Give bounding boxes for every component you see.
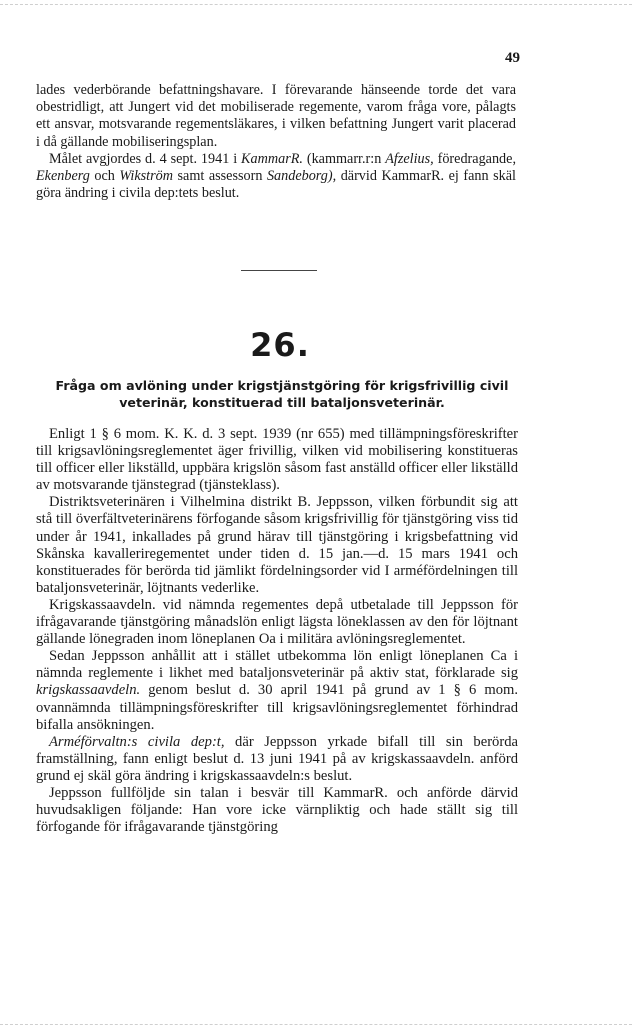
intro-text (36, 82, 516, 202)
case-body (36, 426, 518, 836)
verdict-text: (kammarr.r:n (302, 150, 386, 167)
body-text: där Jeppsson yrkade bifall till sin berörda framställning, fann enligt beslut d. 13 juni 1941 på av krigskassaavdeln. anförd grund ej skäl göra ändring i krigskassaavdeln:s beslut. (36, 733, 518, 784)
authority-name: krigskassaavdeln. (36, 682, 141, 699)
judge-name: Sandeborg), (266, 168, 337, 185)
judge-name: Ekenberg (36, 168, 90, 185)
intro-paragraph-1: lades vederbörande befattningshavare. I förevarande hänseende torde det vara obestridligt, att Jungert vid det mobiliserade regemente, varom fråga vore, pålagts ett ansvar, motsvarande regementsläkares, i vilken befattning Jungert varit placerad i då gällande mobiliseringsplan. (36, 82, 516, 150)
case-number: 26. (250, 326, 310, 364)
page-top-edge (0, 4, 632, 5)
verdict-text: därvid KammarR. ej fann skäl göra ändring i civila dep:tets beslut. (36, 168, 516, 202)
body-paragraph-6: Jeppsson fullföljde sin talan i besvär till KammarR. och anförde därvid huvudsakligen följande: Han vore icke värnpliktig och hade ställt sig till förfogande för ifrågavarande tjänstgöring (36, 784, 518, 836)
body-text: Sedan Jeppsson anhållit att i stället utbekomma lön enligt löneplanen Ca i nämnda reglemente i likhet med bataljonsveterinär på aktiv stat, förklarade sig (36, 648, 518, 682)
body-paragraph-1: Enligt 1 § 6 mom. K. K. d. 3 sept. 1939 (nr 655) med tillämpningsföreskrifter till krigsavlöningsreglementet äger frivillig, vilken vid mobilisering konstitueras till officer eller likställd, uppbära krigslön såsom fast anställd officer eller likställd av motsvarande tjänstegrad (tjänsteklass). (36, 426, 518, 494)
verdict-text: föredragande, (433, 150, 516, 167)
body-paragraph-4 (36, 648, 518, 733)
page-number: 49 (505, 50, 520, 66)
judge-name: Afzelius, (385, 150, 434, 167)
judge-name: Wikström (119, 168, 173, 185)
court-name: KammarR. (241, 150, 303, 167)
verdict-text: samt assessorn (172, 168, 267, 185)
page-bottom-edge (0, 1024, 632, 1025)
section-divider (241, 270, 317, 271)
body-text: genom beslut d. 30 april 1941 på grund av 1 § 6 mom. ovannämnda tillämpningsföreskrifter till krigsavlöningsreglementet förhindrad bifalla ansökningen. (36, 682, 518, 733)
body-paragraph-3: Krigskassaavdeln. vid nämnda regementes depå utbetalade till Jeppsson för ifrågavarande tjänstgöring månadslön enligt lägsta löneklassen av den för löjtnant gällande lönegraden inom löneplanen Oa i militära avlöningsreglementet. (36, 596, 518, 648)
intro-paragraph-2 (36, 151, 516, 203)
case-heading: Fråga om avlöning under krigstjänstgöring för krigsfrivillig civil veterinär, konstituerad till bataljonsveterinär. (55, 378, 509, 410)
body-paragraph-5 (36, 734, 518, 785)
verdict-text: Målet avgjordes d. 4 sept. 1941 i (49, 150, 242, 167)
body-paragraph-2: Distriktsveterinären i Vilhelmina distrikt B. Jeppsson, vilken förbundit sig att stå till överfältveterinärens förfogande såsom krigsfrivillig för tjänstgöring viss tid under år 1941, inkallades på grund härav till tjänstgöring i krigsbefattning vid Skånska kavalleriregementet under tiden d. 15 jan.—d. 15 mars 1941 och konstituerades för berörda tid jämlikt fördelningsorder vid I arméfördelningen till bataljonsveterinär, löjtnants vederlike. (36, 494, 518, 596)
verdict-text: och (89, 168, 120, 185)
authority-name: Arméförvaltn:s civila dep:t, (49, 733, 225, 750)
